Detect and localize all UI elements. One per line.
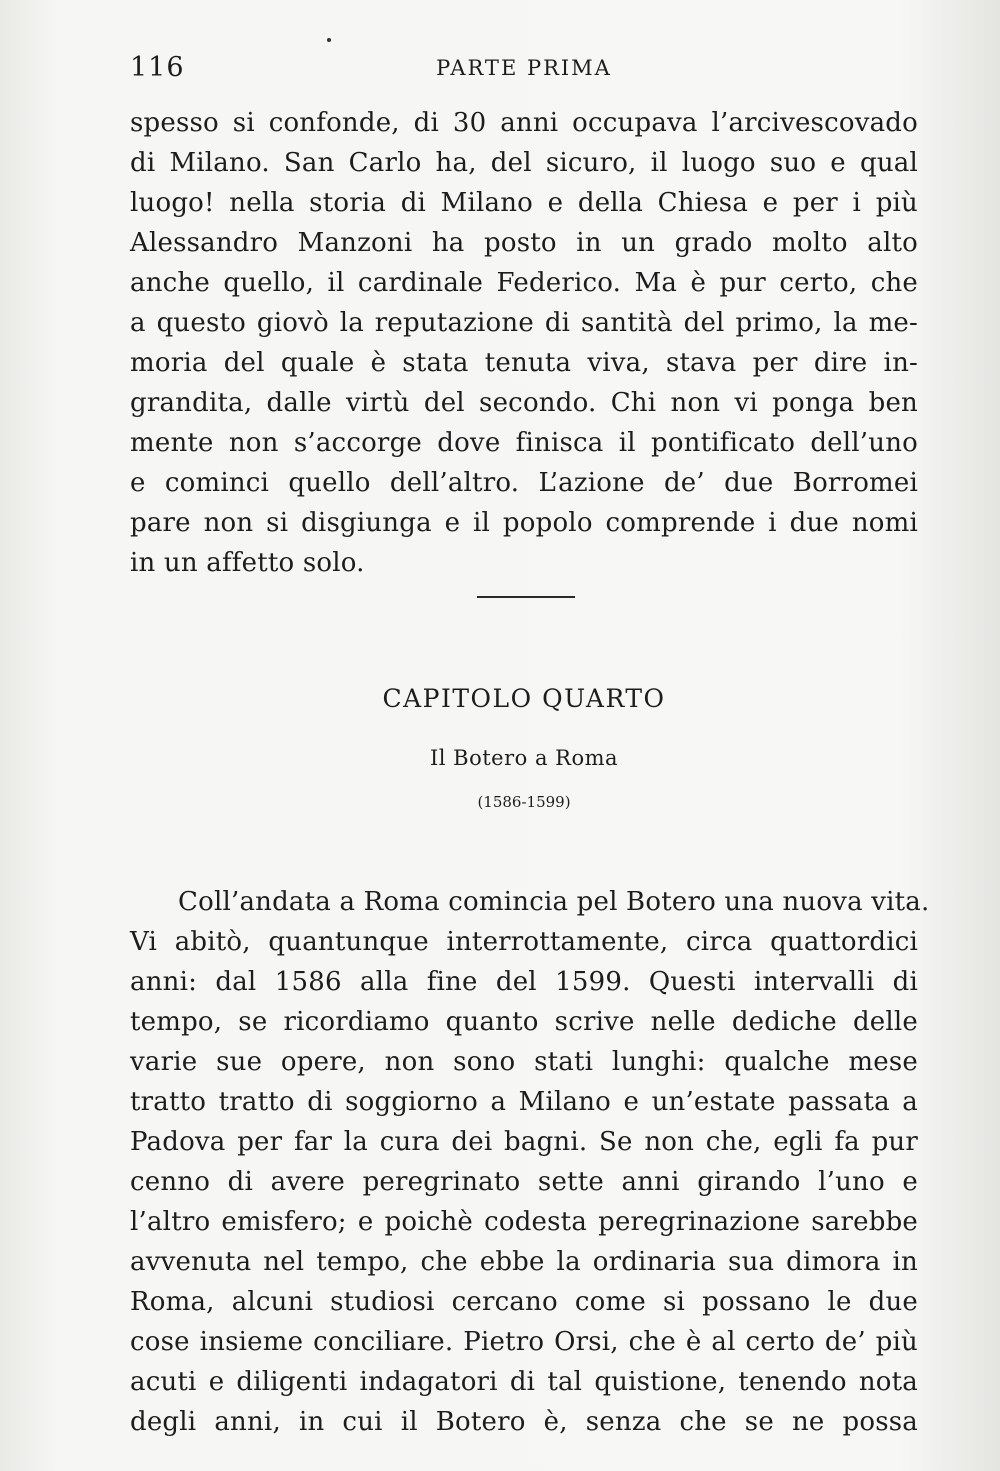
text-line: cenno di avere peregrinato sette anni girando l’uno e	[130, 1167, 918, 1197]
chapter-title: CAPITOLO QUARTO	[382, 684, 666, 713]
text-line: grandita, dalle virtù del secondo. Chi non vi ponga ben	[130, 388, 918, 418]
running-title: PARTE PRIMA	[436, 56, 612, 80]
text-line: pare non si disgiunga e il popolo comprende i due nomi	[130, 508, 918, 538]
text-line: varie sue opere, non sono stati lunghi: qualche mese	[130, 1047, 918, 1077]
text-line: Roma, alcuni studiosi cercano come si possano le due	[130, 1287, 918, 1317]
chapter-subtitle: Il Botero a Roma	[429, 746, 619, 770]
text-line: moria del quale è stata tenuta viva, stava per dire in-	[130, 348, 918, 378]
text-line: Padova per far la cura dei bagni. Se non che, egli fa pur	[130, 1127, 918, 1157]
page-number: 116	[130, 52, 185, 83]
text-line: degli anni, in cui il Botero è, senza che se ne possa	[130, 1407, 918, 1437]
text-line: Vi abitò, quantunque interrottamente, circa quattordici	[130, 927, 918, 957]
text-line: a questo giovò la reputazione di santità del primo, la me-	[130, 308, 918, 338]
paragraph-continued	[130, 103, 918, 583]
text-line: anni: dal 1586 alla fine del 1599. Questi intervalli di	[130, 967, 918, 997]
text-line: e cominci quello dell’altro. L’azione de’ due Borromei	[130, 468, 918, 498]
text-line: tratto tratto di soggiorno a Milano e un’estate passata a	[130, 1087, 918, 1117]
text-line: di Milano. San Carlo ha, del sicuro, il luogo suo e qual	[130, 148, 918, 178]
text-line: luogo! nella storia di Milano e della Chiesa e per i più	[130, 188, 918, 218]
text-line: spesso si confonde, di 30 anni occupava l’arcivescovado	[130, 108, 918, 138]
text-line: l’altro emisfero; e poichè codesta peregrinazione sarebbe	[130, 1207, 918, 1237]
text-line: tempo, se ricordiamo quanto scrive nelle dediche delle	[130, 1007, 918, 1037]
text-line: cose insieme conciliare. Pietro Orsi, che è al certo de’ più	[130, 1327, 918, 1357]
text-line: mente non s’accorge dove finisca il pontificato dell’uno	[130, 428, 918, 458]
section-divider	[477, 596, 575, 598]
text-line: Coll’andata a Roma comincia pel Botero una nuova vita.	[178, 887, 930, 917]
text-line: acuti e diligenti indagatori di tal quistione, tenendo nota	[130, 1367, 918, 1397]
text-line: avvenuta nel tempo, che ebbe la ordinaria sua dimora in	[130, 1247, 918, 1277]
chapter-opening-paragraph	[130, 882, 930, 1442]
running-head	[130, 52, 918, 92]
chapter-dates: (1586-1599)	[477, 793, 571, 811]
text-line: Alessandro Manzoni ha posto in un grado molto alto	[130, 228, 918, 258]
text-line: in un affetto solo.	[130, 548, 365, 578]
text-line: anche quello, il cardinale Federico. Ma è pur certo, che	[130, 268, 918, 298]
ink-dot	[327, 38, 331, 42]
